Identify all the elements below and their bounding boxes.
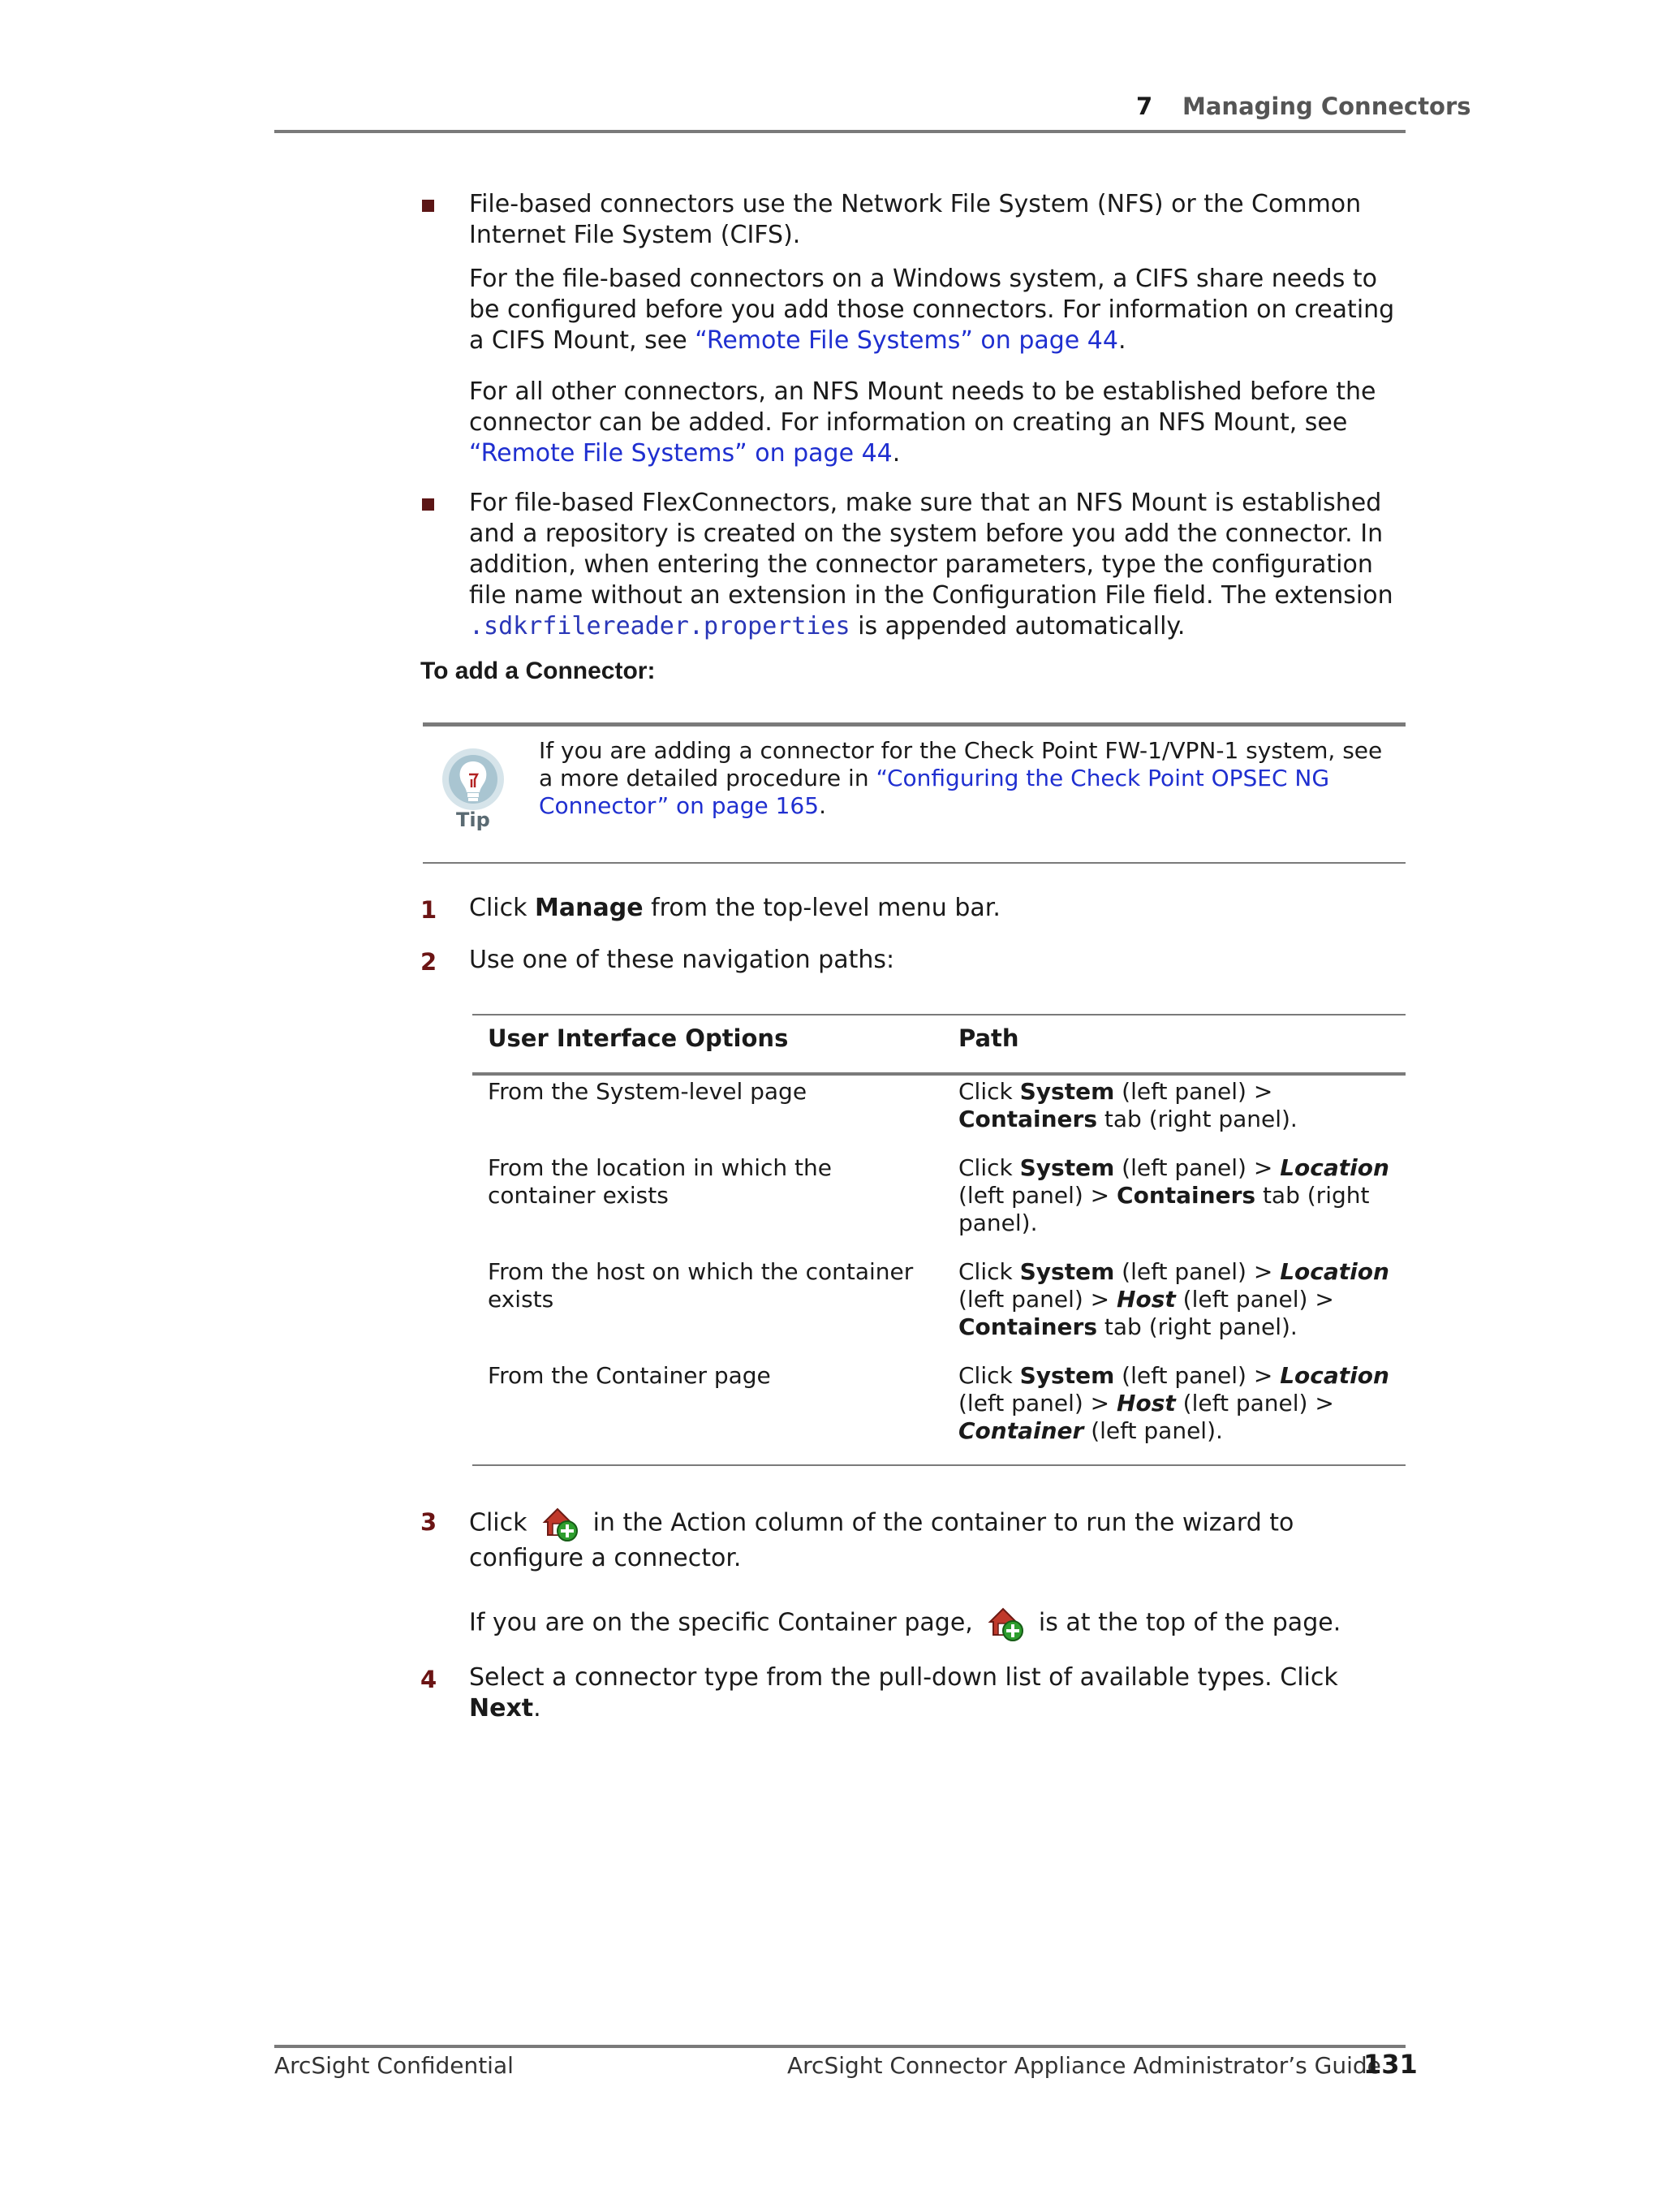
table-cell-option: From the System-level page <box>488 1078 807 1105</box>
step-number: 4 <box>420 1666 437 1693</box>
bullet-square-icon <box>422 498 434 511</box>
add-connector-icon[interactable] <box>987 1606 1024 1641</box>
table-cell-option: From the Container page <box>488 1362 771 1389</box>
step-number: 3 <box>420 1508 437 1536</box>
link-remote-file-systems[interactable]: “Remote File Systems” on page 44 <box>695 326 1118 355</box>
header-divider <box>274 130 1406 133</box>
step-2-text: Use one of these navigation paths: <box>469 946 895 974</box>
footer-guide-title: ArcSight Connector Appliance Administrator’s Guide <box>787 2052 1381 2079</box>
step-3-note: If you are on the specific Container page, is at the top of the page. <box>469 1606 1402 1641</box>
step-number: 2 <box>420 948 437 976</box>
page-number: 131 <box>1363 2049 1418 2080</box>
table-cell-path: Click System (left panel) > Location (left panel) > Host (left panel) > Containers tab (right panel). <box>958 1258 1389 1340</box>
table-cell-option: From the host on which the container exists <box>488 1258 914 1313</box>
table-header-path: Path <box>958 1024 1019 1052</box>
step-4-text: Select a connector type from the pull-down list of available types. Click Next. <box>469 1663 1338 1723</box>
bullet-2-text: For file-based FlexConnectors, make sure that an NFS Mount is established and a repository is created on the system before you add the connector. In addition, when entering the connector parameters, type the configuration file name without an extension in the Configuration File field. The extension .sdkrfilereader.properties is appended automatically. <box>469 489 1393 640</box>
footer-confidential: ArcSight Confidential <box>274 2052 514 2079</box>
table-header-options: User Interface Options <box>488 1024 789 1052</box>
bullet-1-para-nfs: For all other connectors, an NFS Mount needs to be established before the connector can be added. For information on creating an NFS Mount, see “Remote File Systems” on page 44. <box>469 377 1376 468</box>
tip-text: If you are adding a connector for the Check Point FW-1/VPN-1 system, see a more detailed procedure in “Configuring the Check Point OPSEC NG Connector” on page 165. <box>539 737 1383 819</box>
table-top-rule <box>472 1014 1406 1015</box>
table-cell-path: Click System (left panel) > Location (left panel) > Host (left panel) > Container (left panel). <box>958 1362 1389 1444</box>
step-1-text: Click Manage from the top-level menu bar. <box>469 894 1001 922</box>
link-check-point-opsec[interactable]: “Configuring the Check Point OPSEC NG Connector” on page 165 <box>539 765 1330 819</box>
tip-top-rule <box>423 722 1406 727</box>
add-connector-icon[interactable] <box>541 1506 579 1542</box>
table-header-rule <box>472 1072 1406 1076</box>
table-cell-option: From the location in which the container exists <box>488 1154 832 1209</box>
table-bottom-rule <box>472 1464 1406 1466</box>
chapter-number: 7 <box>1136 93 1153 120</box>
step-number: 1 <box>420 896 437 924</box>
table-cell-path: Click System (left panel) > Containers tab (right panel). <box>958 1078 1298 1132</box>
step-3-text: Click in the Action column of the container to run the wizard to configure a connector. <box>469 1506 1402 1576</box>
bullet-1-para-cifs: For the file-based connectors on a Windows system, a CIFS share needs to be configured before you add those connectors. For information on creating a CIFS Mount, see “Remote File Systems” on page 44. <box>469 265 1395 355</box>
tip-label: Tip <box>456 808 490 831</box>
table-cell-path: Click System (left panel) > Location (left panel) > Containers tab (right panel). <box>958 1154 1389 1236</box>
tip-lightbulb-icon <box>438 745 508 834</box>
footer-divider <box>274 2045 1406 2048</box>
bullet-1-text: File-based connectors use the Network File System (NFS) or the Common Internet File System (CIFS). <box>469 190 1362 249</box>
chapter-title: Managing Connectors <box>1182 93 1471 120</box>
config-extension-code: .sdkrfilereader.properties <box>469 612 850 640</box>
tip-bottom-rule <box>423 862 1406 864</box>
procedure-heading: To add a Connector: <box>420 658 656 684</box>
link-remote-file-systems[interactable]: “Remote File Systems” on page 44 <box>469 439 893 468</box>
bullet-square-icon <box>422 200 434 212</box>
